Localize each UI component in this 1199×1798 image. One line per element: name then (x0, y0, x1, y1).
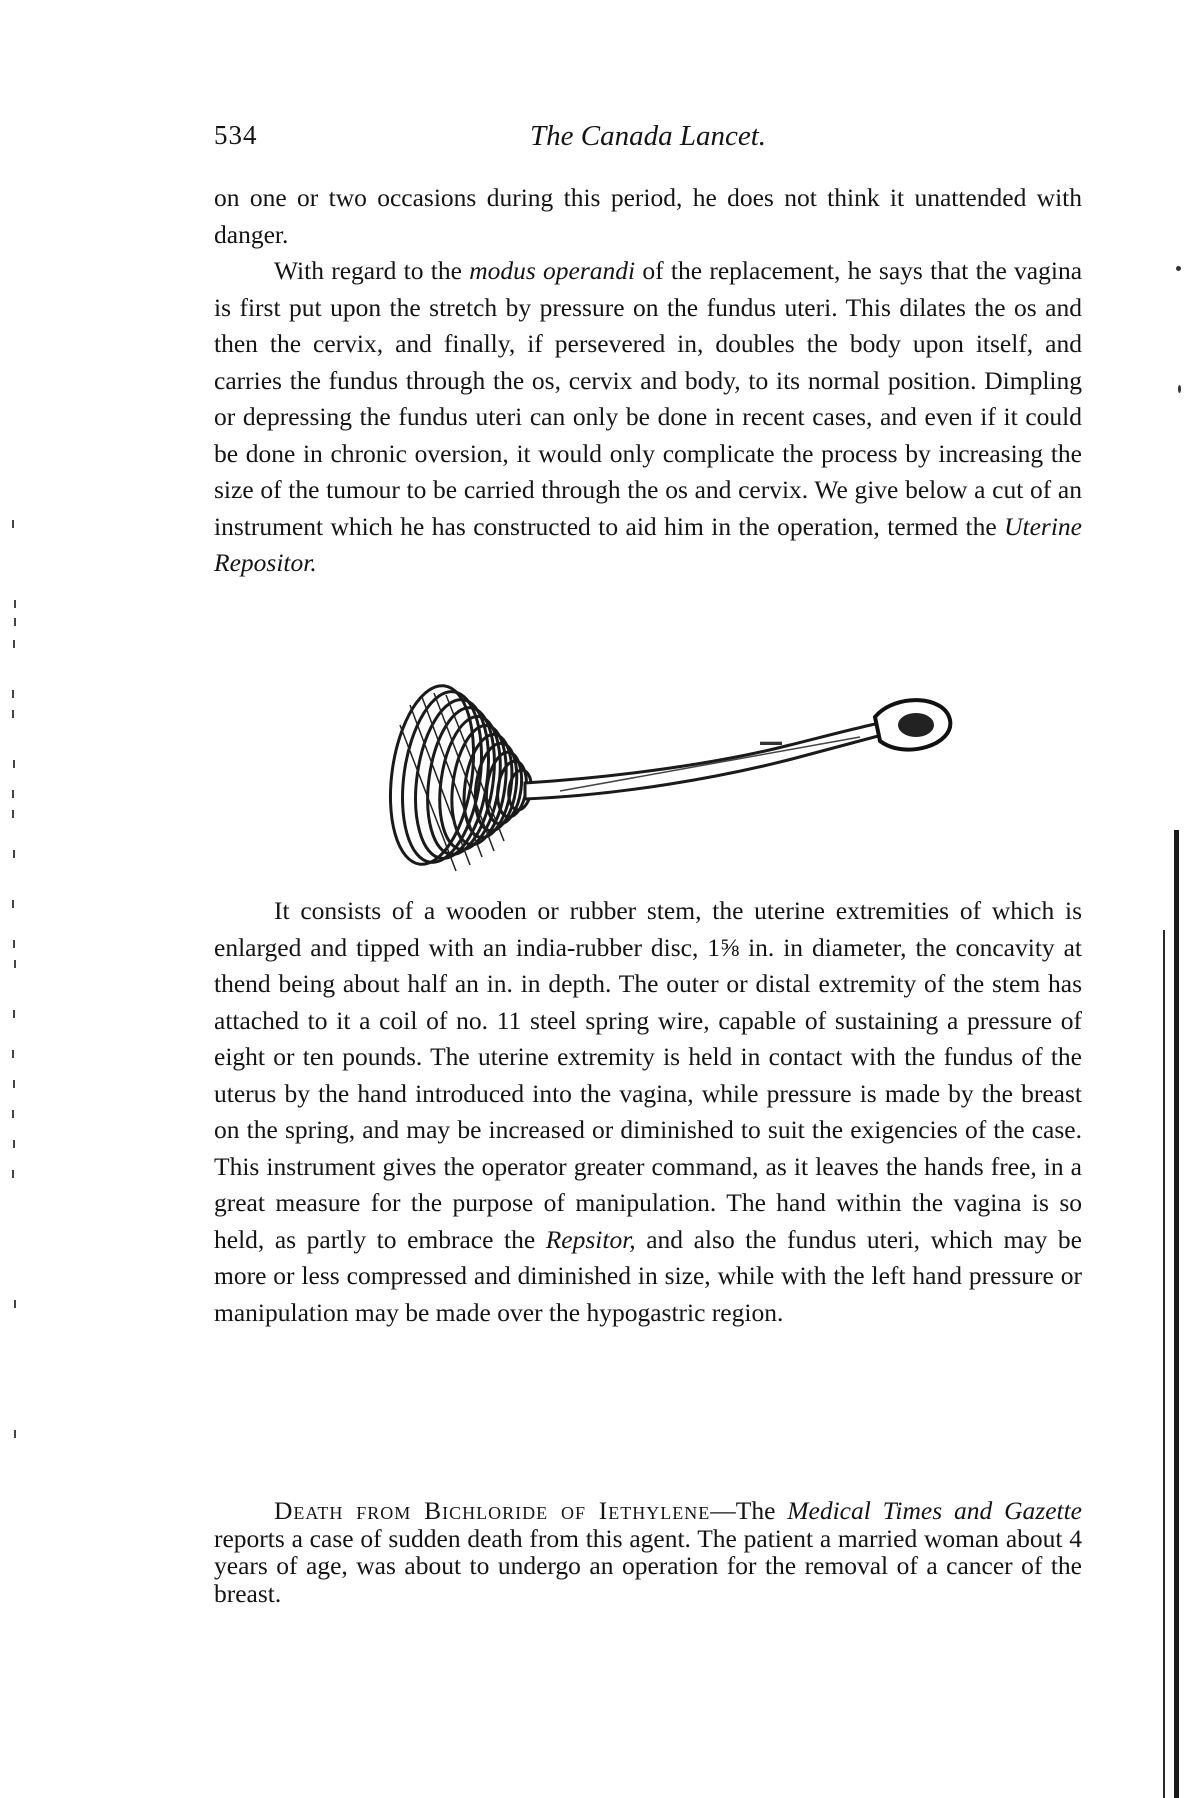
running-title: The Canada Lancet. (529, 120, 767, 152)
page-header (214, 120, 1082, 160)
paragraph-death-report (214, 1497, 1082, 1607)
page-edge-shadow (1163, 930, 1165, 1798)
journal-title: Medical Times and Gazette (787, 1496, 1082, 1525)
page-edge-shadow (1174, 830, 1179, 1798)
text-block-lower (214, 893, 1082, 1331)
text-run: reports a case of sudden death from this agent. The patient a married woman about 4 years of age, was about to undergo an operation for the removal of a cancer of the breast. (214, 1523, 1082, 1608)
section-heading: Death from Bichloride of Iethylene (274, 1496, 711, 1525)
italic-term: Repsitor, (545, 1224, 636, 1254)
page-number: 534 (214, 120, 258, 150)
text-run: —The (710, 1496, 776, 1525)
italic-term: modus operandi (469, 256, 636, 285)
paragraph-instrument-description (214, 893, 1082, 1331)
left-margin-scan-marks (0, 0, 30, 1798)
spring-coil (380, 680, 534, 869)
text-run: It consists of a wooden or rubber stem, the uterine extremities of which is enlarged and tipped with an india-rubber disc, 1⅝ in. in diameter, the concavity at thend being about half an in. in depth. The outer or distal extremity of the stem has attached to it a coil of no. 11 steel spring wire, capable of sustaining a pressure of eight or ten pounds. The uterine extremity is held in contact with the fundus of the uterus by the hand introduced into the vagina, while pressure is made by the breast on the spring, and may be increased or diminished to suit the exigencies of the case. This instrument gives the operator greater command, as it leaves the hands free, in a great measure for the purpose of manipulation. The hand within the vagina is so held, as partly to embrace the (214, 896, 1082, 1254)
uterine-repositor-illustration (360, 665, 960, 885)
paragraph-operation (214, 253, 1082, 582)
svg-text:▬▬: ▬▬ (760, 736, 782, 748)
text-run: and also the fundus uteri, which may be more or less compressed and diminished in size, while with the left hand pressure or manipulation may be made over the hypogastric region. (214, 1224, 1083, 1327)
text-run: With regard to the (274, 256, 462, 285)
paragraph-continuation: on one or two occasions during this period, he does not think it unattended with danger. (214, 183, 1082, 249)
text-block-upper (214, 180, 1082, 582)
italic-term: Uterine Repositor. (214, 511, 1082, 577)
scan-speck (1178, 385, 1181, 393)
text-block-news (214, 1497, 1082, 1607)
text-run: of the replacement, he says that the vagina is first put upon the stretch by pressure on the fundus uteri. This dilates the os and then the cervix, and finally, if persevered in, doubles the body upon itself, and carries the fundus through the os, cervix and body, to its normal position. Dimpling or depressing the fundus uteri can only be done in recent cases, and even if it could be done in chronic oversion, it would only complicate the process by increasing the size of the tumour to be carried through the os and cervix. We give below a cut of an instrument which he has constructed to aid him in the operation, termed the (214, 256, 1083, 541)
scan-speck (1176, 266, 1181, 271)
